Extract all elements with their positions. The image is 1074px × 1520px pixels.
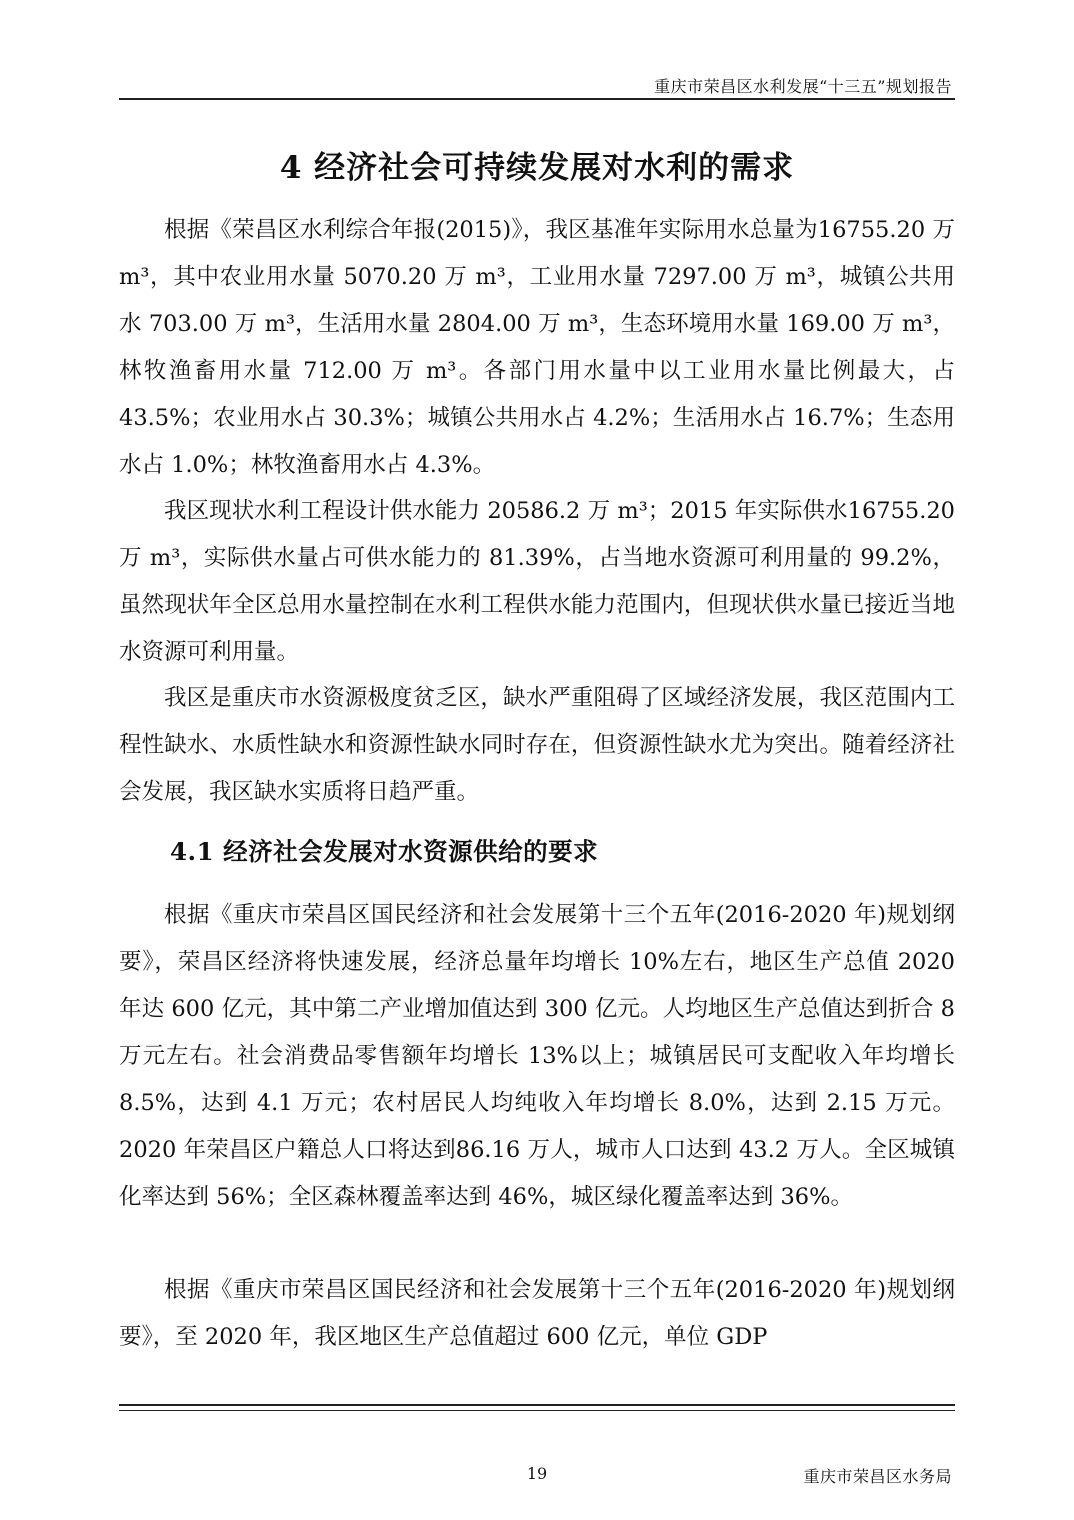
header-rule [119,98,955,100]
footer-organization: 重庆市荣昌区水务局 [803,1467,952,1486]
chapter-title: 4 经济社会可持续发展对水利的需求 [279,150,795,186]
section-title: 4.1 经济社会发展对水资源供给的要求 [170,837,599,866]
footer-rule-thin [119,1410,955,1411]
body-paragraph: 我区现状水利工程设计供水能力 20586.2 万 m³；2015 年实际供水16755.20 万 m³，实际供水量占可供水能力的 81.39%，占当地水资源可利用量的 99.2%，虽然现状年全区总用水量控制在水利工程供水能力范围内，但现状供水量已接近当地水资源可利用量。 [119,498,955,665]
body-paragraph: 根据《荣昌区水利综合年报(2015)》，我区基准年实际用水总量为16755.20 万 m³，其中农业用水量 5070.20 万 m³，工业用水量 7297.00 万 m³，城镇公共用水 703.00 万 m³，生活用水量 2804.00 万 m³，生态环境用水量 169.00 万 m³，林牧渔畜用水量 712.00 万 m³。各部门用水量中以工业用水量比例最大，占 43.5%；农业用水占 30.3%；城镇公共用水占 4.2%；生活用水占 16.7%；生态用水占 1.0%；林牧渔畜用水占 4.3%。 [119,217,955,478]
body-paragraph: 我区是重庆市水资源极度贫乏区，缺水严重阻碍了区域经济发展，我区范围内工程性缺水、水质性缺水和资源性缺水同时存在，但资源性缺水尤为突出。随着经济社会发展，我区缺水实质将日趋严重。 [119,685,955,805]
body-paragraph: 根据《重庆市荣昌区国民经济和社会发展第十三个五年(2016-2020 年)规划纲要》，荣昌区经济将快速发展，经济总量年均增长 10%左右，地区生产总值 2020 年达 600 亿元，其中第二产业增加值达到 300 亿元。人均地区生产总值达到折合 8 万元左右。社会消费品零售额年均增长 13%以上；城镇居民可支配收入年均增长 8.5%，达到 4.1 万元；农村居民人均纯收入年均增长 8.0%，达到 2.15 万元。2020 年荣昌区户籍总人口将达到86.16 万人，城市人口达到 43.2 万人。全区城镇化率达到 56%；全区森林覆盖率达到 46%，城区绿化覆盖率达到 36%。 [119,902,955,1210]
page-number: 19 [526,1464,548,1483]
header-title: 重庆市荣昌区水利发展“十三五”规划报告 [654,77,952,96]
body-paragraph: 根据《重庆市荣昌区国民经济和社会发展第十三个五年(2016-2020 年)规划纲要》，至 2020 年，我区地区生产总值超过 600 亿元，单位 GDP [119,1277,955,1350]
footer-rule [119,1404,955,1406]
